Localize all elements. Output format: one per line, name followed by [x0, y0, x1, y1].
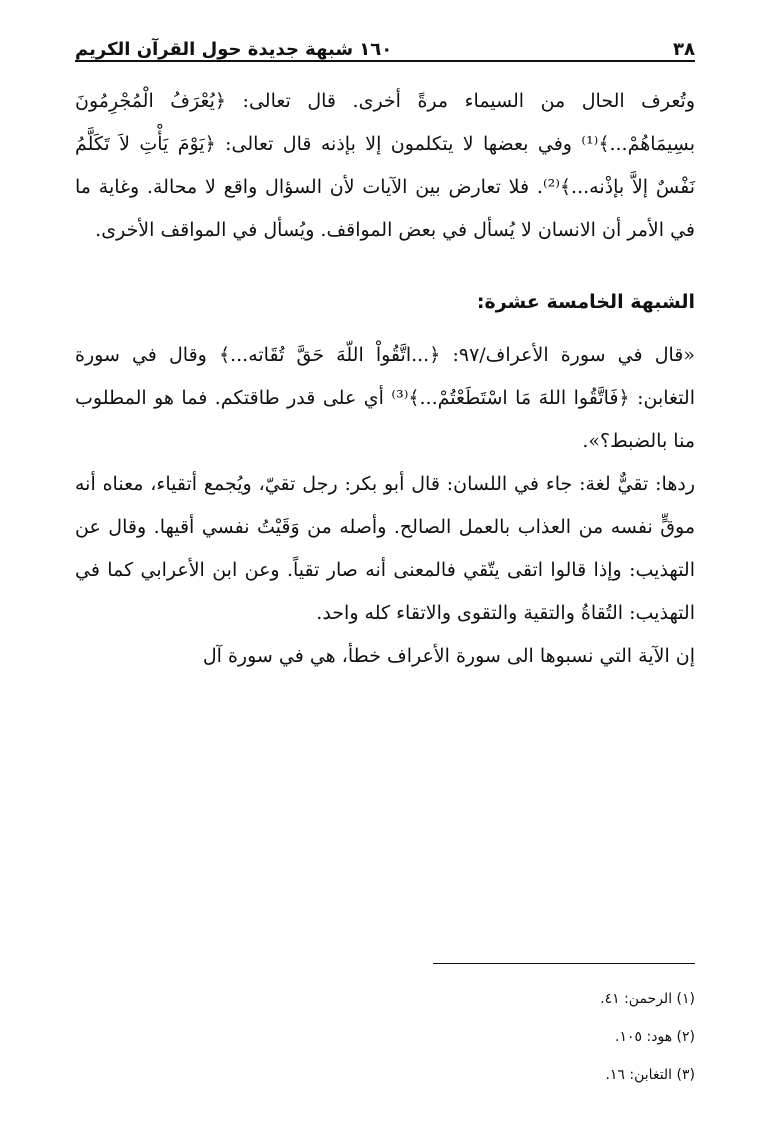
- footnotes: [600, 980, 695, 1094]
- page-number: ٣٨: [673, 39, 695, 60]
- paragraph: «قال في سورة الأعراف/٩٧: ﴿...اتَّقُواْ اللّهَ حَقَّ تُقَاته...﴾ وقال في سورة التغابن: ﴿فَاتَّقُوا اللهَ مَا اسْتَطَعْتُمْ...﴾⁽³⁾ أي على قدر طاقتكم. فما هو المطلوب منا بالضبط؟».: [75, 344, 696, 452]
- footnote-2: (٢) هود: ١٠٥.: [615, 1029, 695, 1045]
- paragraph: وتُعرف الحال من السيماء مرةً أخرى. قال تعالى: ﴿يُعْرَفُ الْمُجْرِمُونَ بسِيمَاهُمْ...﴾⁽¹⁾ وفي بعضها لا يتكلمون إلا بإذنه قال تعالى: ﴿يَوْمَ يَأْتِ لاَ تَكَلَّمُ نَفْسٌ إلاَّ بإذْنه...﴾⁽²⁾. فلا تعارض بين الآيات لأن السؤال واقع لا محالة. وغاية ما في الأمر أن الانسان لا يُسأل في بعض المواقف. ويُسأل في المواقف الأخرى.: [75, 90, 695, 241]
- footnote-divider: [433, 963, 695, 964]
- running-header: [75, 28, 695, 62]
- document-page: [75, 28, 695, 1118]
- footnote-1: (١) الرحمن: ٤١.: [600, 991, 695, 1007]
- book-title: ١٦٠ شبهة جديدة حول القرآن الكريم: [75, 39, 393, 60]
- body-text: [75, 80, 695, 678]
- paragraph: إن الآية التي نسبوها الى سورة الأعراف خطأ، هي في سورة آل: [202, 645, 695, 667]
- footnote-3: (٣) التغابن: ١٦.: [605, 1067, 695, 1083]
- section-heading: الشبهة الخامسة عشرة:: [476, 291, 695, 313]
- paragraph: ردها: تقيٌّ لغة: جاء في اللسان: قال أبو بكر: رجل تقيّ، ويُجمع أتقياء، معناه أنه موقٍّ نفسه من العذاب بالعمل الصالح. وأصله من وَقَيْتُ نفسي أقيها. وقال عن التهذيب: وإذا قالوا اتقى يتّقي فالمعنى أنه صار تقياً. وعن ابن الأعرابي كما في التهذيب: التُقاةُ والتقية والتقوى والاتقاء كله واحد.: [75, 473, 695, 624]
